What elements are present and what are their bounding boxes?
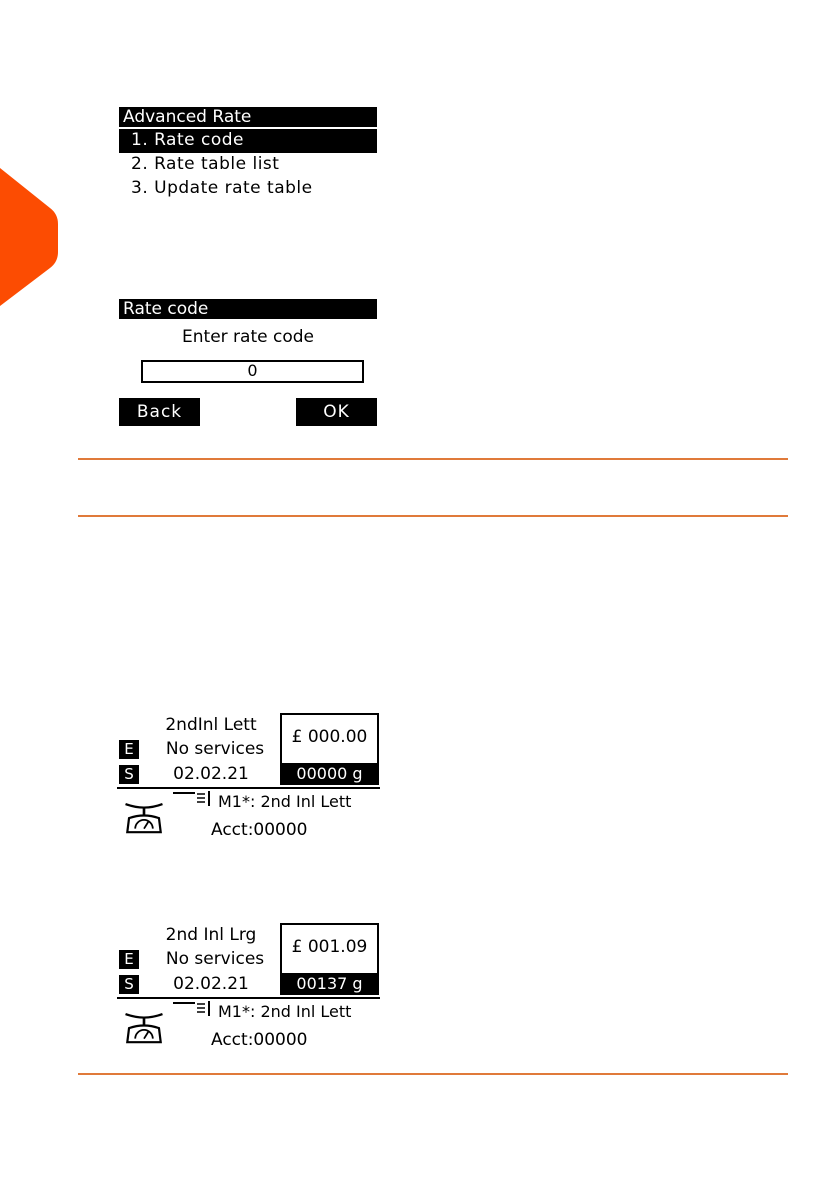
home-screen-after xyxy=(117,923,380,1053)
badge-e: E xyxy=(119,740,139,759)
account-label: Acct:00000 xyxy=(211,1030,308,1050)
weight-value: 00137 g xyxy=(280,973,379,995)
date-label: 02.02.21 xyxy=(173,764,249,784)
scale-icon xyxy=(119,1007,169,1051)
rate-code-prompt: Enter rate code xyxy=(182,327,314,347)
menu-item-update-rate-table[interactable]: 3. Update rate table xyxy=(131,178,313,198)
services-label: No services xyxy=(165,739,265,759)
service-label: 2ndInl Lett xyxy=(165,715,257,735)
menu-item-rate-code[interactable]: 1. Rate code xyxy=(119,129,377,153)
price-value: £ 001.09 xyxy=(291,937,368,957)
chapter-tab-marker xyxy=(0,168,58,306)
memory-list-icon xyxy=(173,791,213,807)
section-divider xyxy=(78,458,788,460)
menu-item-rate-table-list[interactable]: 2. Rate table list xyxy=(131,154,280,174)
badge-s: S xyxy=(119,765,139,784)
scale-icon xyxy=(119,797,169,841)
memory-label: M1*: 2nd Inl Lett xyxy=(218,792,352,811)
section-divider xyxy=(78,1073,788,1075)
badge-e: E xyxy=(119,950,139,969)
rate-code-screen xyxy=(119,299,379,429)
memory-label: M1*: 2nd Inl Lett xyxy=(218,1002,352,1021)
date-label: 02.02.21 xyxy=(173,974,249,994)
memory-list-icon xyxy=(173,1001,213,1017)
price-value: £ 000.00 xyxy=(291,727,368,747)
separator-line xyxy=(117,997,380,999)
badge-s: S xyxy=(119,975,139,994)
advanced-rate-screen xyxy=(119,107,379,203)
home-screen-before xyxy=(117,713,380,843)
screen-title: Rate code xyxy=(119,299,377,319)
screen-title: Advanced Rate xyxy=(119,107,377,127)
services-label: No services xyxy=(165,949,265,969)
separator-line xyxy=(117,787,380,789)
rate-code-input[interactable]: 0 xyxy=(141,360,364,383)
service-label: 2nd Inl Lrg xyxy=(165,925,257,945)
ok-button[interactable]: OK xyxy=(296,398,377,426)
section-divider xyxy=(78,515,788,517)
back-button[interactable]: Back xyxy=(119,398,200,426)
weight-value: 00000 g xyxy=(280,763,379,785)
account-label: Acct:00000 xyxy=(211,820,308,840)
